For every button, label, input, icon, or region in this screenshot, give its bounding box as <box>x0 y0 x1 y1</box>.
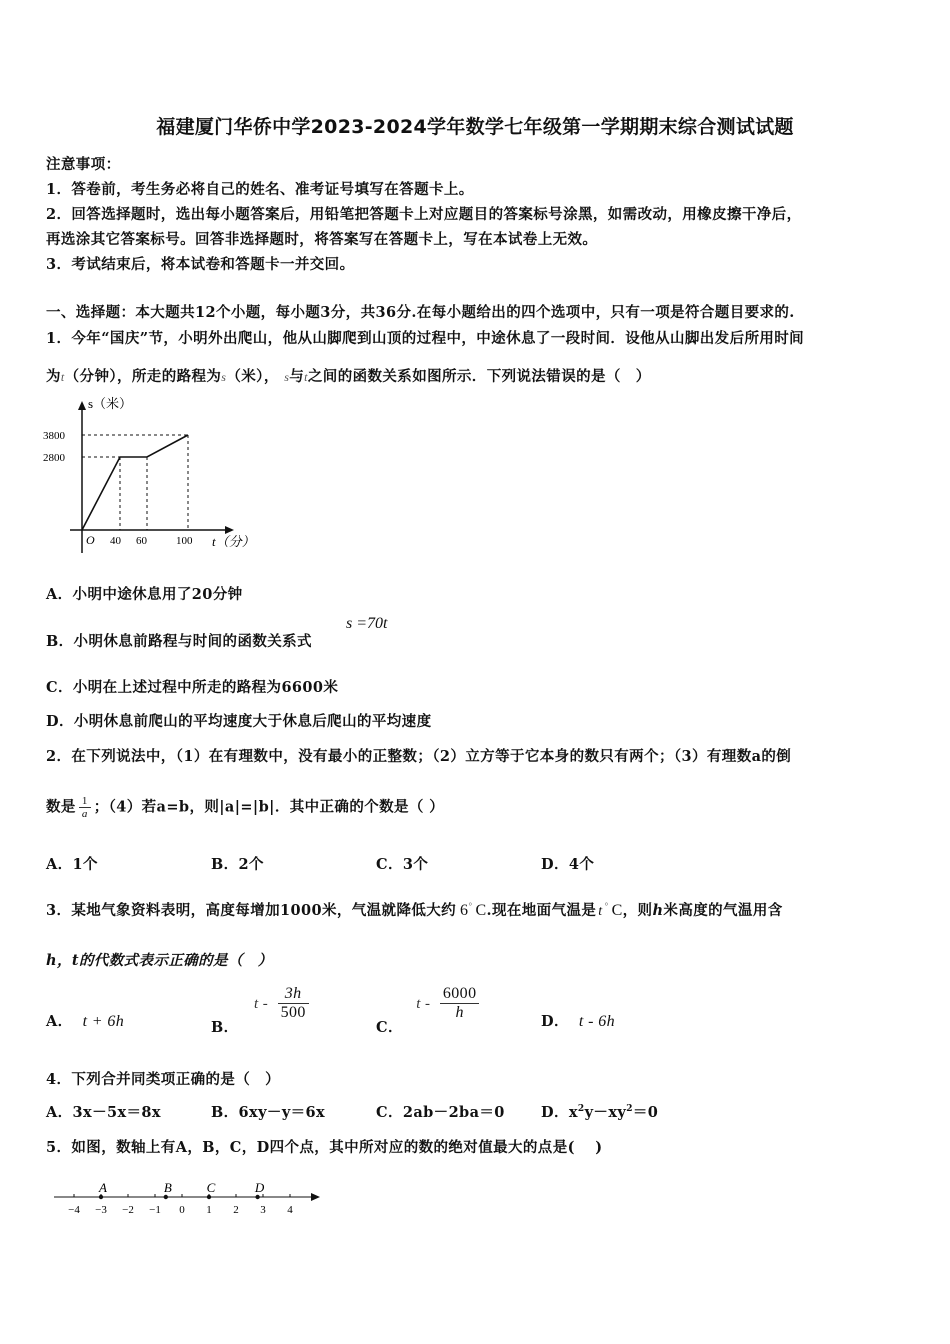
q1-option-c: C．小明在上述过程中所走的路程为6600米 <box>46 679 339 696</box>
q3-option-c: C． t - $\frac{6000}{h}$ <box>376 985 479 1022</box>
number-line-point-d <box>255 1195 259 1199</box>
y-axis-label: s（米） <box>88 396 133 411</box>
q5-number-line <box>50 1178 330 1220</box>
number-line-tick-label: 3 <box>260 1204 266 1216</box>
q1-option-d: D．小明休息前爬山的平均速度大于休息后爬山的平均速度 <box>46 713 432 730</box>
notice-heading: 注意事项： <box>46 156 121 173</box>
number-line-tick-label: 2 <box>233 1204 239 1216</box>
origin-label: O <box>86 533 95 547</box>
q2-stem-line2: 数是 $\frac{1}{a}$ ；（4）若a=b，则|a|=|b|．其中正确的个数是（ ） <box>46 795 445 820</box>
number-line-tick-label: −1 <box>149 1204 161 1216</box>
q3-stem-line2: h，t的代数式表示正确的是（ ） <box>46 952 273 969</box>
x-tick-label: 40 <box>110 535 121 547</box>
number-line-point-label: C <box>206 1180 216 1195</box>
q3-option-a: A． t + 6h <box>46 1013 125 1030</box>
x-axis-label: t（分） <box>212 534 255 549</box>
number-line-tick-label: −2 <box>122 1204 134 1216</box>
notice-item: 3．考试结束后，将本试卷和答题卡一并交回。 <box>46 256 355 273</box>
fraction-3h-over-500: $\frac{3h}{500}$ <box>278 985 309 1022</box>
number-line-arrow <box>311 1193 320 1201</box>
q5-stem: 5．如图，数轴上有A，B，C，D四个点，其中所对应的数的绝对值最大的点是( ) <box>46 1139 603 1156</box>
q1-option-b-formula: s =70t <box>346 615 388 632</box>
q3-option-d: D． t - 6h <box>541 1013 616 1030</box>
q2-option-b: B．2个 <box>211 856 264 873</box>
q1-stem-line1: 1．今年“国庆”节，小明外出爬山，他从山脚爬到山顶的过程中，中途休息了一段时间．设他从山脚出发后所用时间 <box>46 330 805 347</box>
q4-option-c: C．2ab－2ba＝0 <box>376 1104 505 1121</box>
y-tick-label: 3800 <box>43 430 65 442</box>
function-line <box>82 435 188 530</box>
section-heading: 一、选择题：本大题共12个小题，每小题3分，共36分.在每小题给出的四个选项中，只有一项是符合题目要求的. <box>46 304 795 321</box>
q3-stem-line1: 3．某地气象资料表明，高度每增加1000米，气温就降低大约 6° C.现在地面气温是 t ° C，则h米高度的气温用含 <box>46 901 783 919</box>
fraction-6000-over-h: $\frac{6000}{h}$ <box>440 985 480 1022</box>
q4-stem: 4．下列合并同类项正确的是（ ） <box>46 1071 280 1088</box>
fraction-1-over-a: $\frac{1}{a}$ <box>79 795 91 820</box>
x-tick-label: 60 <box>136 535 147 547</box>
number-line-tick-label: −4 <box>68 1204 80 1216</box>
notice-item: 1．答卷前，考生务必将自己的姓名、准考证号填写在答题卡上。 <box>46 181 474 198</box>
notice-item: 2．回答选择题时，选出每小题答案后，用铅笔把答题卡上对应题目的答案标号涂黑，如需改动，用橡皮擦干净后， <box>46 206 802 223</box>
q1-option-a: A．小明中途休息用了20分钟 <box>46 586 243 603</box>
number-line-tick-label: 0 <box>179 1204 185 1216</box>
number-line-tick-label: 1 <box>206 1204 212 1216</box>
y-tick-label: 2800 <box>43 452 65 464</box>
q2-option-a: A．1个 <box>46 856 98 873</box>
q2-option-d: D．4个 <box>541 856 595 873</box>
q3-option-b: B． t - $\frac{3h}{500}$ <box>211 985 309 1022</box>
x-tick-label: 100 <box>176 535 193 547</box>
page-title: 福建厦门华侨中学2023-2024学年数学七年级第一学期期末综合测试试题 <box>156 116 794 138</box>
q4-option-a: A．3x－5x＝8x <box>46 1104 161 1121</box>
q1-option-b: B．小明休息前路程与时间的函数关系式 <box>46 633 312 650</box>
number-line-point-label: A <box>99 1180 107 1195</box>
q2-option-c: C．3个 <box>376 856 429 873</box>
number-line-point-b <box>164 1195 168 1199</box>
q2-stem-line1: 2．在下列说法中，（1）在有理数中，没有最小的正整数；（2）立方等于它本身的数只有两个；（3）有理数a的倒 <box>46 748 792 765</box>
number-line-tick-label: −3 <box>95 1204 107 1216</box>
y-axis-arrow <box>78 401 86 410</box>
q4-option-d: D．$x^2y-xy^2=0$ <box>541 1104 659 1121</box>
number-line-tick-label: 4 <box>287 1204 293 1216</box>
q4-option-b: B．6xy－y＝6x <box>211 1104 326 1121</box>
number-line-point-c <box>207 1195 211 1199</box>
number-line-point-label: B <box>163 1180 172 1195</box>
x-axis-arrow <box>225 526 234 534</box>
number-line-point-label: D <box>254 1180 265 1195</box>
q1-function-graph <box>40 393 270 563</box>
q1-stem-line2: 为t（分钟），所走的路程为s（米）， s与t之间的函数关系如图所示．下列说法错误的是（ ） <box>46 368 651 385</box>
number-line-point-a <box>99 1195 103 1199</box>
notice-item: 再选涂其它答案标号。回答非选择题时，将答案写在答题卡上，写在本试卷上无效。 <box>46 231 598 248</box>
